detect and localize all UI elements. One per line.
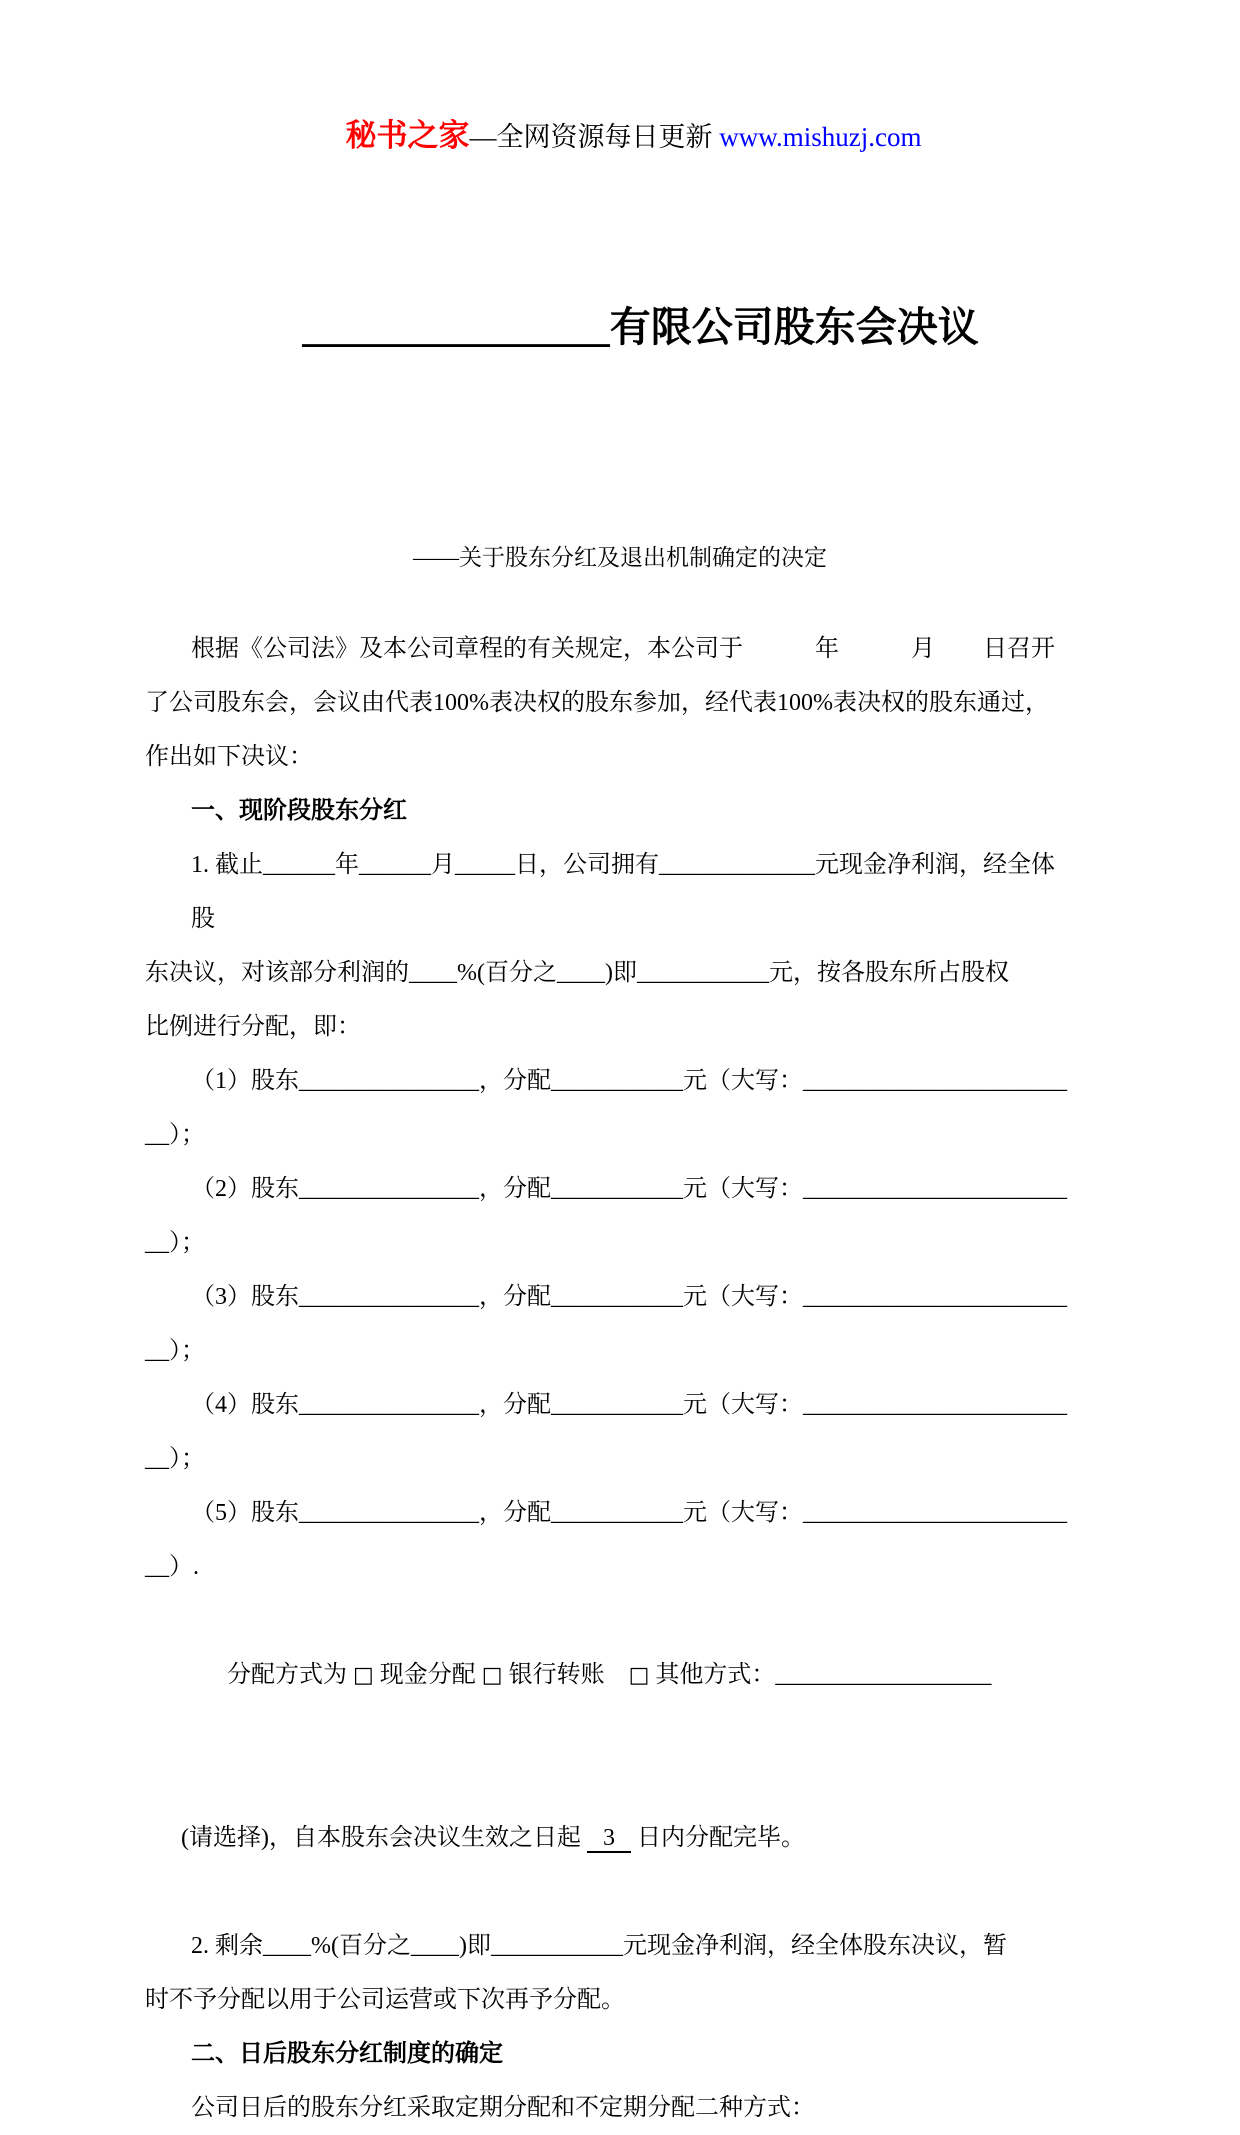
option-cash-label: 现金分配 (373, 1662, 482, 1688)
item-1-line-2: 股 (191, 906, 215, 932)
intro-line-2: 了公司股东会，会议由代表100%表决权的股东参加，经代表100%表决权的股东通过， (145, 690, 1049, 716)
deadline-line (145, 1757, 1110, 1919)
document-body (145, 622, 1110, 2135)
shareholder-item-4-cont: __）； (145, 1446, 205, 1472)
distribution-method-label: 分配方式为 (227, 1662, 353, 1688)
site-tagline: —全网资源每日更新 (469, 122, 720, 152)
shareholder-item-4: （4）股东_______________，分配___________元（大写：______________________ (191, 1392, 1067, 1418)
document-title (0, 237, 1240, 417)
section-heading-1: 一、现阶段股东分红 (191, 798, 407, 824)
deadline-line-pre: (请选择)，自本股东会决议生效之日起 (181, 1825, 587, 1851)
shareholder-item-2-cont: __）； (145, 1230, 205, 1256)
item-1-line-3: 东决议，对该部分利润的____%(百分之____)即___________元，按各股东所占股权 (145, 960, 1009, 986)
item-1-line-1: 1. 截止______年______月_____日，公司拥有_____________元现金净利润，经全体 (191, 852, 1055, 878)
checkbox-other-icon[interactable]: □ (628, 1663, 650, 1688)
other-method-blank: __________________ (775, 1662, 992, 1688)
intro-line-3: 作出如下决议： (145, 744, 313, 770)
brand-name: 秘书之家 (345, 118, 470, 154)
checkbox-bank-transfer-icon[interactable]: □ (481, 1663, 503, 1688)
shareholder-item-1-cont: __）； (145, 1122, 205, 1148)
shareholder-item-3: （3）股东_______________，分配___________元（大写：______________________ (191, 1284, 1067, 1310)
option-bank-label: 银行转账 (502, 1662, 629, 1688)
shareholder-item-5: （5）股东_______________，分配___________元（大写：______________________ (191, 1500, 1067, 1526)
checkbox-cash-icon[interactable]: □ (353, 1663, 374, 1688)
item-2-line-2: 时不予分配以用于公司运营或下次再予分配。 (145, 1987, 625, 2013)
item-1-line-4: 比例进行分配，即： (145, 1014, 361, 1040)
document-title-text: 有限公司股东会决议 (609, 304, 979, 350)
intro-line-1: 根据《公司法》及本公司章程的有关规定，本公司于 年 月 日召开 (191, 636, 1055, 662)
item-2-line-1: 2. 剩余____%(百分之____)即___________元现金净利润，经全体股东决议，暂 (191, 1933, 1007, 1959)
section-heading-2: 二、日后股东分红制度的确定 (191, 2041, 503, 2067)
option-other-label: 其他方式： (649, 1662, 776, 1688)
company-name-blank: _______________ (302, 304, 610, 350)
distribution-method-line (145, 1594, 1110, 1757)
shareholder-item-2: （2）股东_______________，分配___________元（大写：______________________ (191, 1176, 1067, 1202)
document-subtitle: ——关于股东分红及退出机制确定的决定 (413, 545, 827, 570)
site-header (0, 0, 1240, 191)
days-value: 3 (587, 1825, 631, 1853)
deadline-line-post: 日内分配完毕。 (630, 1825, 805, 1851)
site-url-link[interactable]: www.mishuzj.com (719, 122, 922, 152)
shareholder-item-3-cont: __）； (145, 1338, 205, 1364)
shareholder-item-5-cont: __）. (145, 1554, 199, 1580)
section-2-intro-line: 公司日后的股东分红采取定期分配和不定期分配二种方式： (191, 2095, 815, 2121)
shareholder-item-1: （1）股东_______________，分配___________元（大写：______________________ (191, 1068, 1067, 1094)
